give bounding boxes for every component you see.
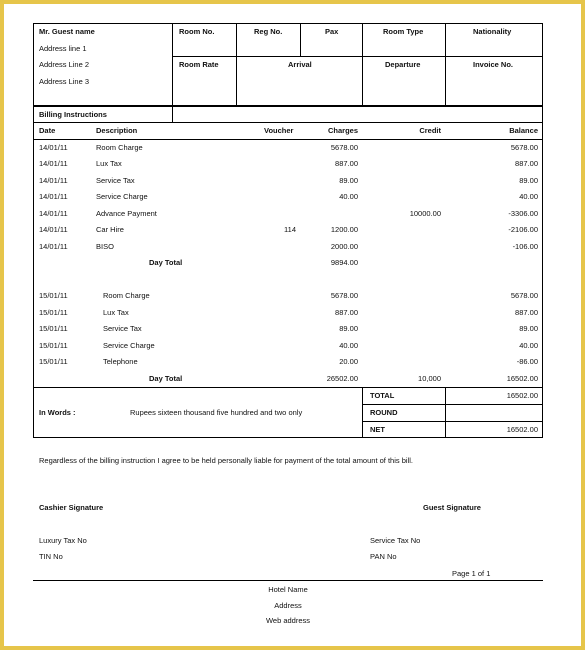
billing-table	[33, 106, 543, 438]
tin-no: TIN No	[39, 552, 63, 561]
row-charges: 89.00	[339, 324, 358, 333]
row-description: Telephone	[103, 357, 138, 366]
row-date: 14/01/11	[39, 159, 68, 168]
row-description: BISO	[96, 242, 114, 251]
row-date: 14/01/11	[39, 176, 68, 185]
row-date: 14/01/11	[39, 209, 68, 218]
row-balance: 5678.00	[510, 143, 538, 152]
arrival-label: Arrival	[288, 60, 312, 69]
service-tax-no: Service Tax No	[370, 536, 421, 545]
row-date: 15/01/11	[39, 324, 68, 333]
room-no-label: Room No.	[179, 27, 215, 36]
row-charges: 20.00	[339, 357, 358, 366]
row-balance: 5678.00	[510, 291, 538, 300]
row-charges: 5678.00	[330, 291, 358, 300]
net-value: 16502.00	[506, 425, 538, 434]
row-date: 15/01/11	[39, 308, 68, 317]
row-credit: 10000.00	[409, 209, 441, 218]
row-date: 15/01/11	[39, 341, 68, 350]
col-credit: Credit	[419, 126, 441, 135]
col-balance: Balance	[509, 126, 538, 135]
row-description: Service Charge	[103, 341, 155, 350]
row-balance: 887.00	[515, 159, 538, 168]
row-charges: 887.00	[335, 308, 358, 317]
luxury-tax-no: Luxury Tax No	[39, 536, 87, 545]
room-type-label: Room Type	[383, 27, 424, 36]
row-balance: 40.00	[519, 341, 538, 350]
address-line-1: Address line 1	[39, 44, 87, 53]
row-description: Room Charge	[103, 291, 150, 300]
row-date: 14/01/11	[39, 192, 68, 201]
address-line-3: Address Line 3	[39, 77, 90, 86]
row-date: 15/01/11	[39, 291, 68, 300]
row-description: Service Tax	[96, 176, 135, 185]
net-label: NET	[370, 425, 385, 434]
row-charges: 89.00	[339, 176, 358, 185]
invoice-no-label: Invoice No.	[473, 60, 514, 69]
row-balance: 89.00	[519, 324, 538, 333]
col-date: Date	[39, 126, 56, 135]
row-balance: -106.00	[512, 242, 538, 251]
day-total-credit: 10,000	[418, 374, 441, 383]
room-rate-label: Room Rate	[179, 60, 219, 69]
row-balance: -3306.00	[508, 209, 538, 218]
row-charges: 2000.00	[330, 242, 358, 251]
hotel-name: Hotel Name	[268, 585, 308, 594]
row-date: 14/01/11	[39, 143, 68, 152]
day-total-label: Day Total	[149, 374, 183, 383]
hotel-web-address: Web address	[265, 616, 311, 625]
total-label: TOTAL	[370, 391, 395, 400]
day-total-charges: 26502.00	[326, 374, 358, 383]
row-charges: 40.00	[339, 341, 358, 350]
address-line-2: Address Line 2	[39, 60, 90, 69]
row-balance: 40.00	[519, 192, 538, 201]
round-label: ROUND	[370, 408, 398, 417]
guest-name: Mr. Guest name	[39, 27, 95, 36]
col-description: Description	[96, 126, 138, 135]
row-charges: 40.00	[339, 192, 358, 201]
row-balance: 887.00	[515, 308, 538, 317]
total-value: 16502.00	[506, 391, 538, 400]
row-description: Advance Payment	[96, 209, 157, 218]
col-charges: Charges	[327, 126, 358, 135]
row-voucher: 114	[284, 225, 296, 234]
row-description: Room Charge	[96, 143, 143, 152]
footer-divider	[33, 580, 543, 581]
page-number: Page 1 of 1	[452, 569, 491, 578]
row-description: Service Charge	[96, 192, 148, 201]
day-total-label: Day Total	[149, 258, 183, 267]
row-charges: 1200.00	[330, 225, 358, 234]
row-date: 15/01/11	[39, 357, 68, 366]
row-description: Lux Tax	[96, 159, 122, 168]
row-date: 14/01/11	[39, 242, 68, 251]
day-total-charges: 9894.00	[330, 258, 358, 267]
liability-note: Regardless of the billing instruction I agree to be held personally liable for payment of the total amount of this bill.	[39, 456, 413, 465]
departure-label: Departure	[385, 60, 421, 69]
row-description: Car Hire	[96, 225, 124, 234]
hotel-address: Address	[274, 601, 302, 610]
in-words-label: In Words :	[39, 408, 76, 417]
billing-instructions-label: Billing Instructions	[39, 110, 107, 119]
row-description: Service Tax	[103, 324, 142, 333]
pan-no: PAN No	[370, 552, 397, 561]
col-voucher: Voucher	[264, 126, 294, 135]
day-total-balance: 16502.00	[506, 374, 538, 383]
guest-signature: Guest Signature	[423, 503, 481, 512]
amount-in-words: Rupees sixteen thousand five hundred and two only	[130, 408, 303, 417]
row-balance: -2106.00	[508, 225, 538, 234]
row-balance: -86.00	[516, 357, 538, 366]
row-balance: 89.00	[519, 176, 538, 185]
row-description: Lux Tax	[103, 308, 129, 317]
row-charges: 5678.00	[330, 143, 358, 152]
row-date: 14/01/11	[39, 225, 68, 234]
pax-label: Pax	[325, 27, 339, 36]
reg-no-label: Reg No.	[254, 27, 283, 36]
row-charges: 887.00	[335, 159, 358, 168]
cashier-signature: Cashier Signature	[39, 503, 104, 512]
nationality-label: Nationality	[473, 27, 512, 36]
